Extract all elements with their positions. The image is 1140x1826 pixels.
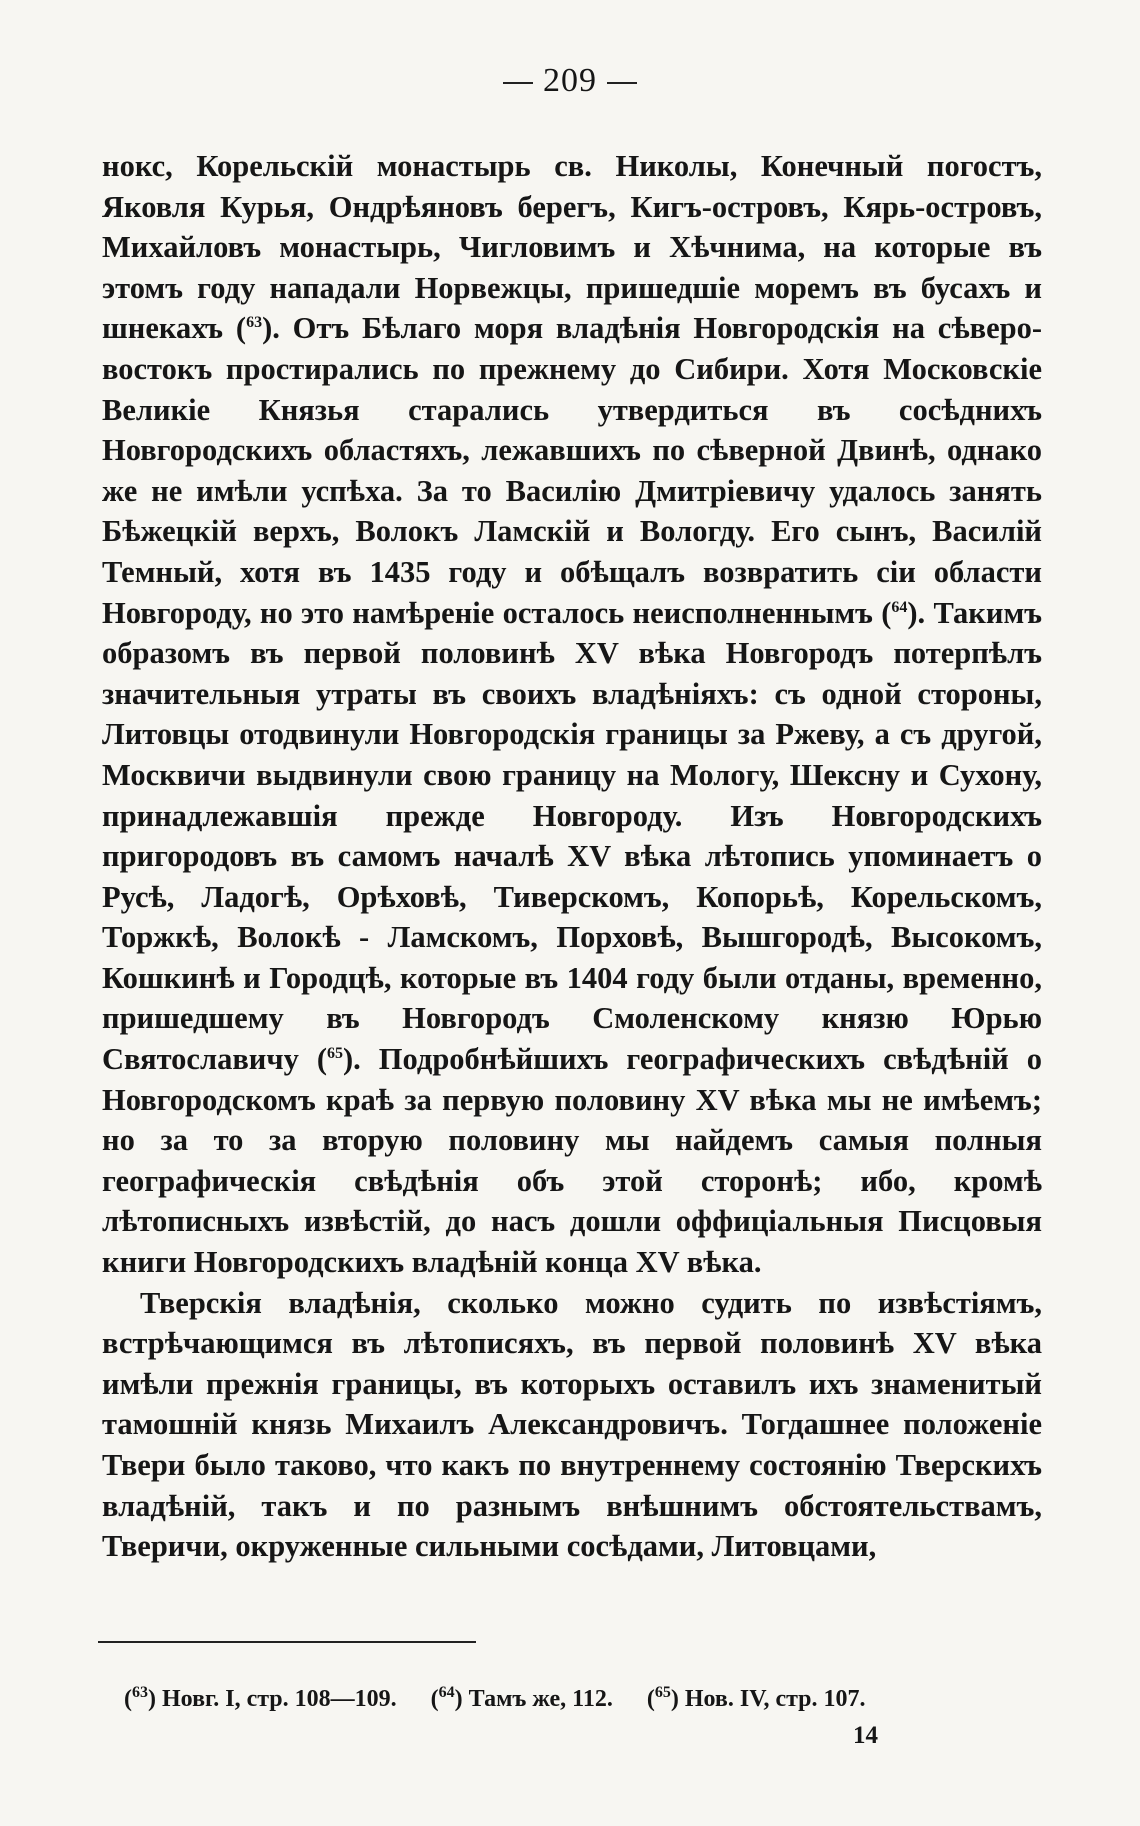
ornament-dash-left [503,82,533,84]
paragraph-tver [102,1283,1042,1567]
text-run: ). Отъ Бѣлаго моря владѣнія Новгородскія на сѣверо-востокъ простирались по прежнему до Сибири. Хотя Московскіе Великіе Князья старались утвердиться въ сосѣднихъ Новгородскихъ областяхъ, лежавшихъ по сѣверной Двинѣ, однако же не имѣли успѣха. За то Василію Дмитріевичу удалось занять Бѣжецкій верхъ, Волокъ Ламскій и Вологду. Его сынъ, Василій Темный, хотя въ 1435 году и обѣщалъ возвратить сіи области Новгороду, но это намѣреніе осталось неисполненнымъ ( [102,311,1042,630]
footnote-marker: 63 [132,1684,148,1701]
text-run: нокс, Корельскій монастырь св. Николы, Конечный погостъ, Яковля Курья, Ондрѣяновъ берегъ, Кигъ-островъ, Кярь-островъ, Михайловъ монастырь, Чигловимъ и Хѣчнима, на которые въ этомъ году нападали Норвежцы, пришедшіе моремъ въ бусахъ и шнекахъ ( [102,149,1042,346]
footnote-ref-64: 64 [891,598,908,616]
footnote-text: Тамъ же, 112. [468,1686,613,1712]
footnote-marker: 64 [438,1684,455,1701]
paragraph-continued [102,146,1042,1283]
footnote-text: Новг. I, стр. 108—109. [162,1686,397,1712]
footnote-64: ($^{64}$) Тамъ же, 112. [430,1684,613,1712]
body-text [102,146,1042,1567]
signature-mark: 14 [853,1722,878,1749]
footnotes [124,1686,894,1713]
footnote-text: Нов. IV, стр. 107. [684,1686,866,1712]
page-number: 209 [543,62,597,99]
text-run: ). Подробнѣйшихъ географическихъ свѣдѣній о Новгородскомъ краѣ за первую половину XV вѣка мы не имѣемъ; но за то за вторую половину мы найдемъ самыя полныя географическія свѣдѣнія объ этой сторонѣ; ибо, кромѣ лѣтописныхъ извѣстій, до насъ дошли оффиціальныя Писцовыя книги Новгородскихъ владѣній конца XV вѣка. [102,1042,1043,1280]
footnote-marker: 65 [654,1684,671,1701]
footnote-rule [98,1641,476,1643]
running-head [0,62,1140,100]
text-run: ). Такимъ образомъ въ первой половинѣ XV вѣка Новгородъ потерпѣлъ значительныя утраты въ своихъ владѣніяхъ: съ одной стороны, Литовцы отодвинули Новгородскія границы за Ржеву, а съ другой, Москвичи выдвинули свою границу на Мологу, Шексну и Сухону, принадлежавшія прежде Новгороду. Изъ Новгородскихъ пригородовъ въ самомъ началѣ XV вѣка лѣтопись упоминаетъ о Русѣ, Ладогѣ, Орѣховѣ, Тиверскомъ, Копорьѣ, Корельскомъ, Торжкѣ, Волокѣ - Ламскомъ, Порховѣ, Вышгородѣ, Высокомъ, Кошкинѣ и Городцѣ, которые въ 1404 году были отданы, временно, пришедшему въ Новгородъ Смоленскому князю Юрью Святославичу ( [102,595,1042,1077]
footnote-63: ($^{63}$) Новг. I, стр. 108—109. [124,1684,397,1712]
footnote-ref-63: 63 [246,314,263,332]
footnote-ref-65: 65 [327,1044,343,1062]
ornament-dash-right [607,82,637,84]
text-run: Тверскія владѣнія, сколько можно судить по извѣстіямъ, встрѣчающимся въ лѣтописяхъ, въ первой половинѣ XV вѣка имѣли прежнія границы, въ которыхъ оставилъ ихъ знаменитый тамошній князь Михаилъ Александровичъ. Тогдашнее положеніе Твери было таково, что какъ по внутреннему состоянію Тверскихъ владѣній, такъ и по разнымъ внѣшнимъ обстоятельствамъ, Тверичи, окруженные сильными сосѣдами, Литовцами, [102,1285,1042,1564]
footnote-65: ($^{65}$) Нов. IV, стр. 107. [646,1684,866,1712]
